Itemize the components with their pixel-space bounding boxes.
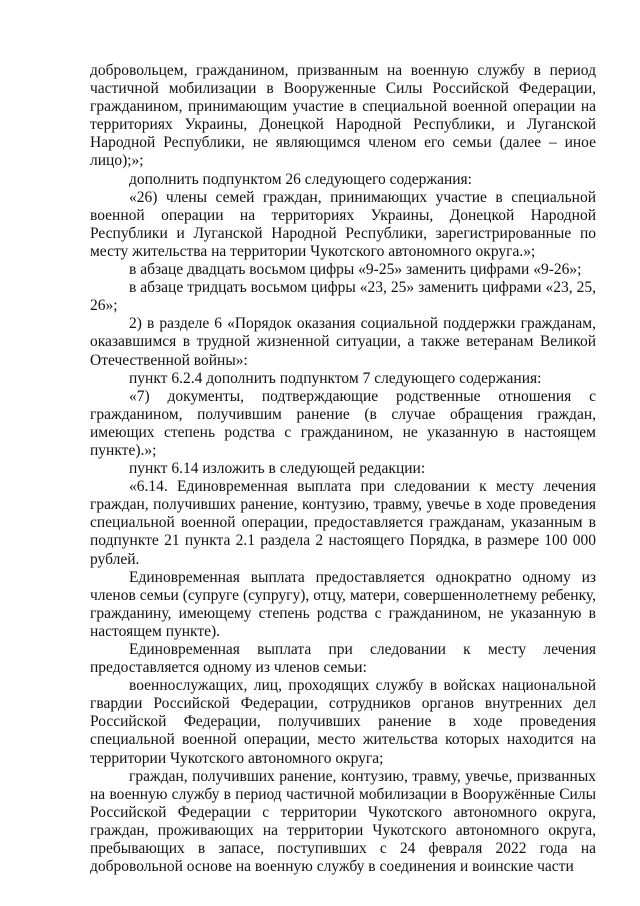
- paragraph-subpoint-7: «7) документы, подтверждающие родственные отношения с гражданином, получившим ранение (в случае обращения граждан, имеющих степень родства с гражданином, не указанную в настоящем пункте).»;: [90, 387, 596, 459]
- paragraph-abzac-38: в абзаце тридцать восьмом цифры «23, 25» заменить цифрами «23, 25, 26»;: [90, 279, 596, 315]
- paragraph-servicemen: военнослужащих, лиц, проходящих службу в войсках национальной гвардии Российской Федерации, сотрудников органов внутренних дел Российской Федерации, получивших ранение в ходе проведения специальной военной операции, место жительства которых находится на территории Чукотского автономного округа;: [90, 677, 596, 767]
- paragraph-payment-recipients: Единовременная выплата при следовании к месту лечения предоставляется одному из членов семьи:: [90, 641, 596, 677]
- paragraph-add-subpoint-26: дополнить подпунктом 26 следующего содержания:: [129, 170, 472, 188]
- paragraph-point-6-14: пункт 6.14 изложить в следующей редакции:: [129, 460, 426, 478]
- paragraph-subpoint-26: «26) члены семей граждан, принимающих участие в специальной военной операции на территориях Украины, Донецкой Народной Республики и Луганской Народной Республики, зарегистрированные по месту жительства на территории Чукотского автономного округа.»;: [90, 188, 596, 260]
- paragraph-mobilized-citizens: граждан, получивших ранение, контузию, травму, увечье, призванных на военную службу в период частичной мобилизации в Вооружённые Силы Российской Федерации с территории Чукотского автономного округа, граждан, проживающих на территории Чукотского автономного округа, пребывающих в запасе, поступивших с 24 февраля 2022 года на добровольной основе на военную службу в соединения и воинские части: [90, 767, 596, 876]
- paragraph-point-6-2-4: пункт 6.2.4 дополнить подпунктом 7 следующего содержания:: [129, 369, 542, 387]
- paragraph-section-6: 2) в разделе 6 «Порядок оказания социальной поддержки гражданам, оказавшимся в трудной жизненной ситуации, а также ветеранам Великой Отечественной войны»:: [90, 315, 596, 369]
- paragraph-abzac-28: в абзаце двадцать восьмом цифры «9-25» заменить цифрами «9-26»;: [129, 261, 582, 279]
- paragraph-continuation: добровольцем, гражданином, призванным на военную службу в период частичной мобилизации в Вооруженные Силы Российской Федерации, гражданином, принимающим участие в специальной военной операции на территориях Украины, Донецкой Народной Республики, и Луганской Народной Республики, не являющимся членом его семьи (далее – иное лицо);»;: [90, 62, 596, 170]
- paragraph-6-14-text: «6.14. Единовременная выплата при следовании к месту лечения граждан, получивших ранение, контузию, травму, увечье в ходе проведения специальной военной операции, предоставляется гражданам, указанным в подпункте 21 пункта 2.1 раздела 2 настоящего Порядка, в размере 100 000 рублей.: [90, 478, 596, 568]
- paragraph-one-time-payment: Единовременная выплата предоставляется однократно одному из членов семьи (супруге (супругу), отцу, матери, совершеннолетнему ребенку, гражданину, имеющему степень родства с гражданином, не указанную в настоящем пункте).: [90, 568, 596, 640]
- document-page: [90, 62, 596, 876]
